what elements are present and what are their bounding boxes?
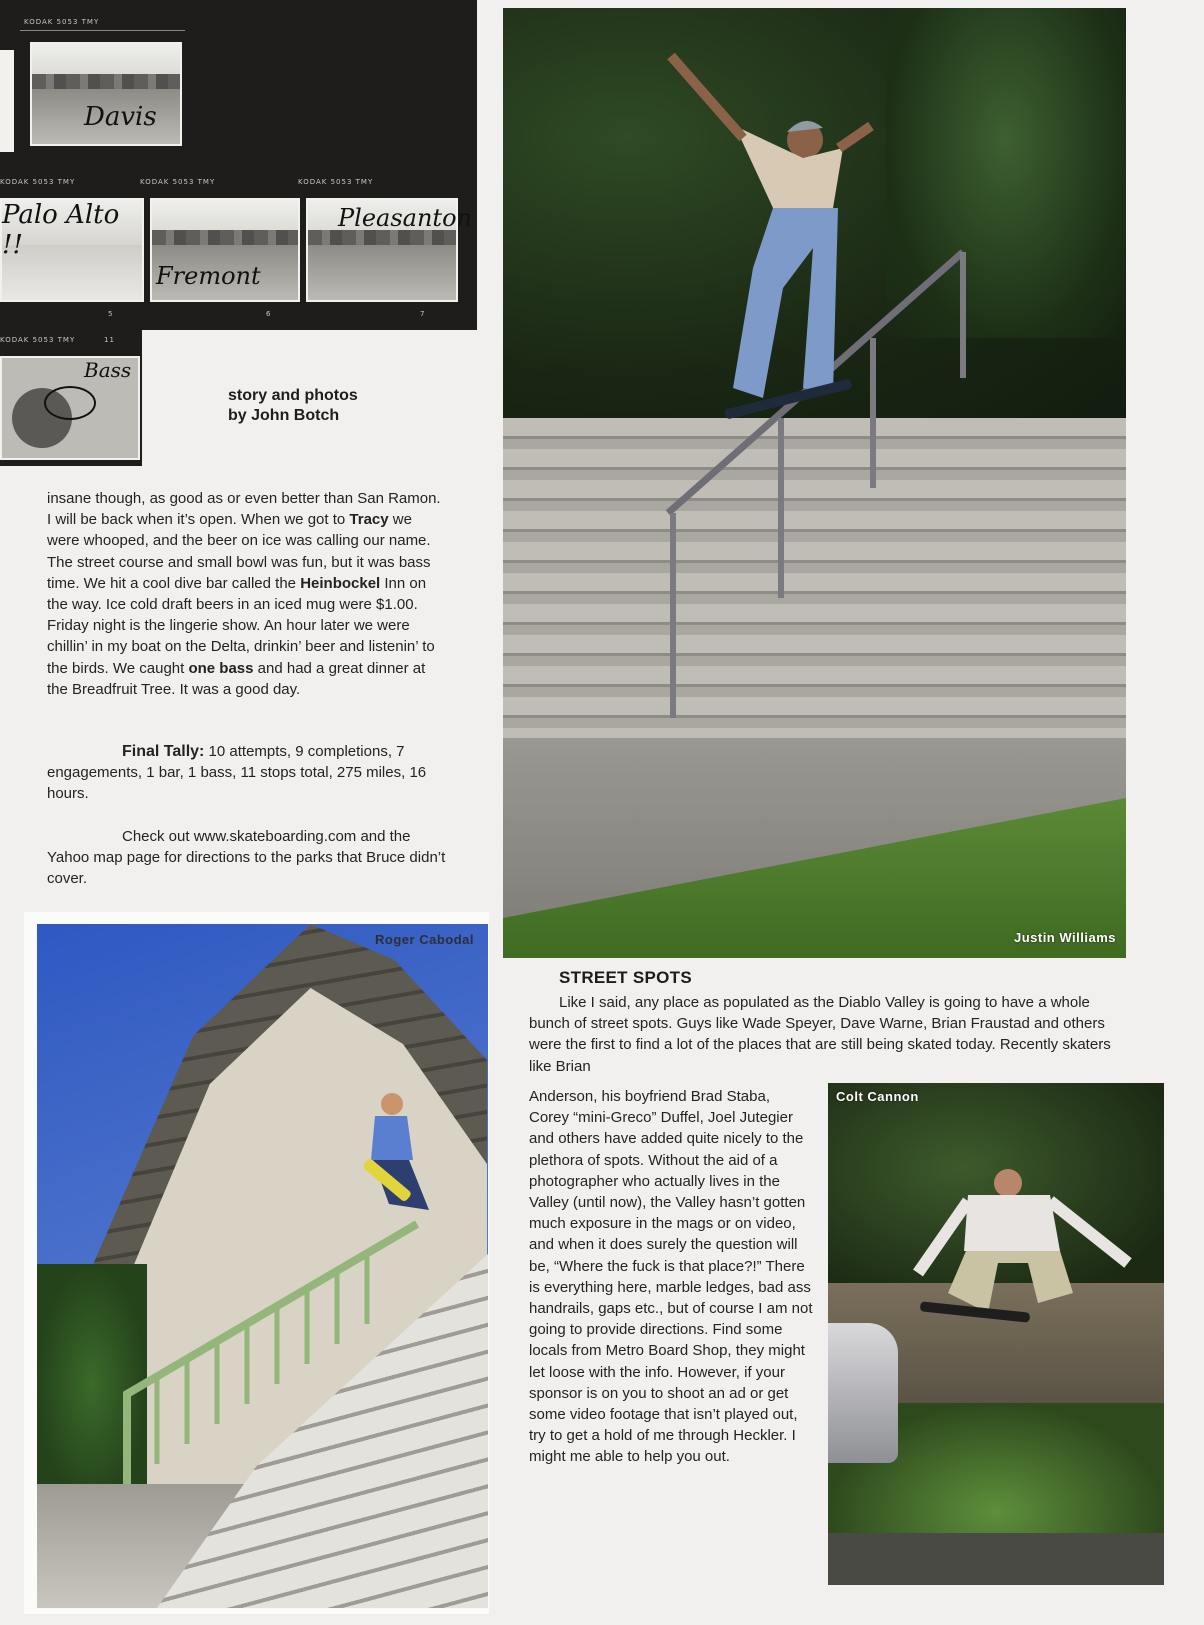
byline (228, 386, 358, 426)
photo-credit-justin-williams: Justin Williams (1013, 930, 1116, 945)
photo-ollie-bushes (828, 1083, 1164, 1585)
film-label: KODAK 5053 TMY (298, 178, 374, 186)
handwritten-pleasanton: Pleasanton (338, 204, 472, 232)
contact-sheet-tail (0, 330, 142, 466)
byline-line-2: by John Botch (228, 407, 340, 424)
article-paragraph-3: Check out www.skateboarding.com and the Yahoo map page for directions to the parks that Bruce didn’t cover. (47, 828, 446, 888)
photo-credit-roger-cabodal: Roger Cabodal (375, 932, 474, 947)
handwritten-palo-alto: Palo Alto !! (2, 200, 120, 260)
contact-frame-bass (0, 356, 140, 460)
byline-line-1: story and photos (228, 387, 358, 404)
final-tally-text: 10 attempts, 9 completions, 7 engagements, 1 bar, 1 bass, 11 stops total, 275 miles, 16 hours. (47, 743, 427, 803)
street-spots-paragraph-narrow: Anderson, his boyfriend Brad Staba, Corey “mini-Greco” Duffel, Joel Jutegier and others have added quite nicely to the plethora of spots. Without the aid of a photographer who actually lives in the Valley (until now), the Valley hasn’t gotten much exposure in the mags or on video, and when it does surely the question will be, “Where the fuck is that place?!” There is everything here, marble ledges, bad ass handrails, gaps etc., but of course I am not going to provide directions. Find some locals from Metro Board Shop, they might let loose with the info. However, if your sponsor is on you to shoot an ad or get some video footage that isn’t played out, try to get a hold of me through Heckler. I might me able to help you out. (529, 1088, 813, 1466)
frame-number: 6 (266, 310, 272, 318)
photo-credit-colt-cannon: Colt Cannon (836, 1089, 919, 1104)
film-label: KODAK 5053 TMY (0, 178, 76, 186)
final-tally-paragraph (47, 741, 447, 805)
skater-graphic (828, 1083, 1164, 1585)
handwritten-fremont: Fremont (156, 262, 261, 290)
section-heading-street-spots: STREET SPOTS (559, 968, 693, 987)
handwritten-bass: Bass (84, 358, 132, 382)
film-label: KODAK 5053 TMY (0, 336, 76, 344)
place-tracy: Tracy (349, 511, 389, 529)
catch-one-bass: one bass (188, 659, 254, 677)
contact-frame-fremont (150, 198, 300, 302)
final-tally-label: Final Tally: (122, 743, 205, 760)
railing-graphic (37, 924, 488, 1608)
handwritten-davis: Davis (84, 102, 157, 132)
contact-frame-pleasanton (306, 198, 472, 302)
contact-sheet (0, 0, 477, 330)
handrail-graphic (503, 8, 1126, 955)
frame-number: 7 (420, 310, 426, 318)
film-label: KODAK 5053 TMY (140, 178, 216, 186)
photo-rail-grind (503, 8, 1126, 955)
film-label: KODAK 5053 TMY (24, 18, 100, 26)
article-paragraph-1: insane though, as good as or even better than San Ramon. I will be back when it’s open. When we got to Tracy we were whooped, and the beer on ice was calling our name. The street course and small bowl was fun, but it was bass time. We hit a cool dive bar called the Heinbockel Inn on the way. Ice cold draft beers in an iced mug were $1.00. Friday night is the lingerie show. An hour later we were chillin’ in my boat on the Delta, drinkin’ beer and listenin’ to the birds. We caught one bass and had a great dinner at the Breadfruit Tree. It was a good day. (47, 490, 441, 698)
frame-number: 11 (104, 336, 115, 344)
place-heinbockel: Heinbockel (300, 574, 381, 592)
frame-number: 5 (108, 310, 114, 318)
contact-frame-davis (30, 42, 182, 146)
contact-frame-palo-alto (0, 198, 144, 302)
photo-arch-handrail (37, 924, 488, 1608)
street-spots-paragraph-wide: Like I said, any place as populated as the Diablo Valley is going to have a whole bunch of street spots. Guys like Wade Speyer, Dave Warne, Brian Fraustad and others were the first to find a lot of the places that are still being skated today. Recently skaters like Brian (529, 994, 1111, 1075)
